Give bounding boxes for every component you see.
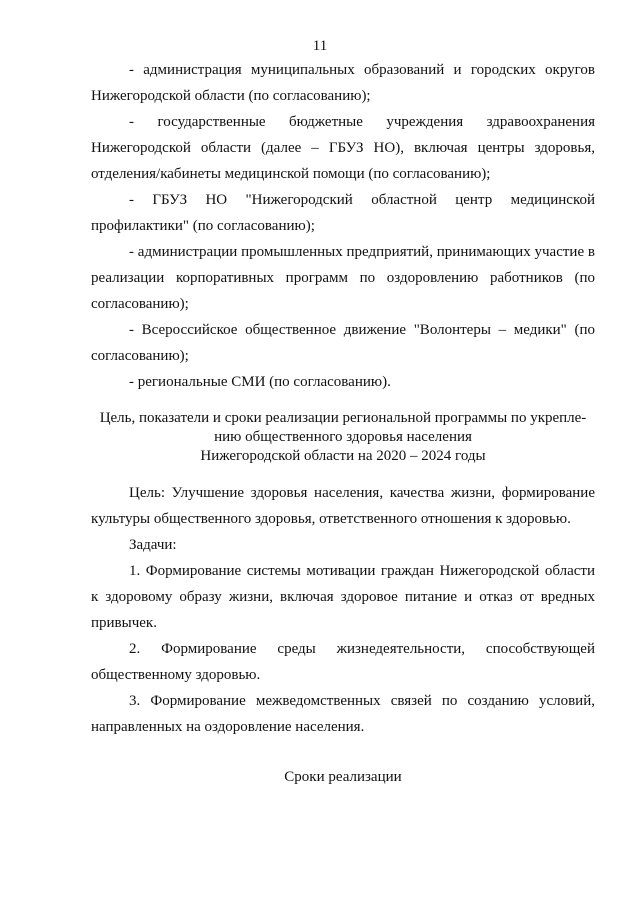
section-heading-line: нию общественного здоровья населения [214, 429, 472, 445]
list-item: - государственные бюджетные учреждения здравоохранения Нижегородской области (далее – ГБУЗ НО), включая центры здоровья, отделения/кабинеты медицинской помощи (по согласованию); [91, 114, 595, 182]
goal-paragraph: Цель: Улучшение здоровья населения, качества жизни, формирование культуры общественного здоровья, ответственного отношения к здоровью. [91, 485, 595, 527]
document-body [91, 57, 595, 790]
list-item: - региональные СМИ (по согласованию). [129, 374, 391, 390]
section-heading [91, 409, 595, 466]
task-item: 2. Формирование среды жизнедеятельности, способствующей общественному здоровью. [91, 641, 595, 683]
list-item: - администрация муниципальных образований и городских округов Нижегородской области (по согласованию); [91, 62, 595, 104]
list-item: - Всероссийское общественное движение "Волонтеры – медики" (по согласованию); [91, 322, 595, 364]
section-heading-line: Нижегородской области на 2020 – 2024 годы [200, 448, 486, 464]
list-item: - ГБУЗ НО "Нижегородский областной центр медицинской профилактики" (по согласованию); [91, 192, 595, 234]
page-number: 11 [312, 38, 328, 54]
list-item: - администрации промышленных предприятий, принимающих участие в реализации корпоративных программ по оздоровлению работников (по согласованию); [91, 244, 595, 312]
task-item: 1. Формирование системы мотивации граждан Нижегородской области к здоровому образу жизни, включая здоровое питание и отказ от вредных привычек. [91, 563, 595, 631]
task-item: 3. Формирование межведомственных связей по созданию условий, направленных на оздоровление населения. [91, 693, 595, 735]
section-heading-line: Цель, показатели и сроки реализации региональной программы по укрепле- [99, 410, 587, 426]
tasks-label: Задачи: [129, 537, 177, 553]
subheading: Сроки реализации [284, 769, 402, 785]
